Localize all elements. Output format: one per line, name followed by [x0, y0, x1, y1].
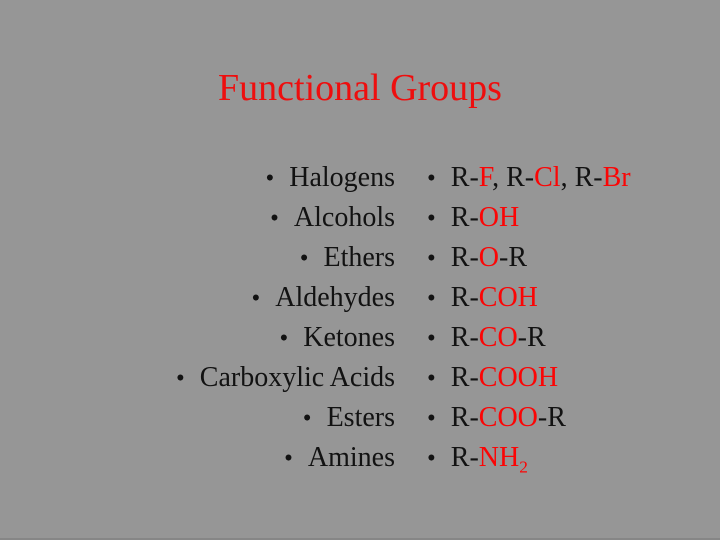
group-label: Ketones — [303, 322, 395, 353]
formula-segment: R- — [450, 322, 479, 353]
formula-segment: R- — [450, 402, 479, 433]
group-label: Aldehydes — [275, 282, 395, 313]
formula-segment: R- — [450, 282, 479, 313]
formula — [451, 398, 566, 438]
formula-segment: Br — [602, 162, 631, 193]
formula — [451, 238, 527, 278]
group-label: Carboxylic Acids — [199, 362, 395, 393]
list-item — [427, 198, 631, 238]
bullet-icon: • — [284, 445, 293, 472]
formula-segment: F — [478, 162, 493, 193]
formula-segment: 2 — [519, 457, 528, 477]
formula-segment: NH — [478, 442, 520, 473]
formula — [451, 358, 558, 398]
bullet-icon: • — [427, 365, 436, 392]
formula-segment: , R- — [492, 162, 535, 193]
bullet-icon: • — [427, 205, 436, 232]
formula — [451, 198, 519, 238]
list-item — [0, 398, 395, 438]
bullet-icon: • — [302, 405, 312, 432]
formula — [451, 278, 538, 318]
group-label: Alcohols — [293, 202, 395, 233]
list-item — [0, 198, 395, 238]
bullet-icon: • — [427, 245, 436, 272]
list-item — [427, 318, 631, 358]
bullet-icon: • — [279, 325, 289, 352]
slide-title: Functional Groups — [218, 67, 502, 109]
list-item — [0, 278, 395, 318]
formula-segment: R- — [450, 442, 479, 473]
formula-segment: , R- — [560, 162, 603, 193]
slide-content — [0, 158, 631, 478]
list-item — [427, 158, 631, 198]
formula-segment: -R — [517, 322, 546, 353]
list-item — [427, 398, 631, 438]
group-label: Amines — [307, 442, 395, 473]
list-item — [0, 158, 395, 198]
list-item — [427, 358, 631, 398]
formula-segment: -R — [537, 402, 566, 433]
formula-segment: O — [478, 242, 499, 273]
formula-segment: CO — [478, 322, 518, 353]
list-item — [0, 358, 395, 398]
bullet-icon: • — [427, 325, 436, 352]
formula-segment: -R — [499, 242, 527, 273]
bullet-icon: • — [299, 245, 309, 272]
formula-segment: R- — [450, 202, 479, 233]
formula-segment: OH — [478, 202, 520, 233]
group-list — [0, 158, 395, 478]
bullet-icon: • — [427, 165, 436, 192]
group-label: Halogens — [289, 162, 395, 193]
bullet-icon: • — [427, 405, 436, 432]
formula-list — [427, 158, 631, 478]
list-item — [0, 318, 395, 358]
list-item — [427, 438, 631, 478]
bullet-icon: • — [427, 285, 436, 312]
group-label: Esters — [326, 402, 395, 433]
list-item — [0, 238, 395, 278]
formula-segment: Cl — [534, 162, 561, 193]
bullet-icon: • — [427, 445, 436, 472]
bullet-icon: • — [176, 365, 185, 392]
formula-segment: COH — [478, 282, 538, 313]
list-item — [0, 438, 395, 478]
bullet-icon: • — [251, 285, 261, 312]
list-item — [427, 238, 631, 278]
formula-segment: R- — [450, 362, 479, 393]
formula-segment: R- — [450, 162, 479, 193]
formula — [451, 158, 631, 198]
group-label: Ethers — [323, 242, 395, 273]
formula — [451, 438, 528, 478]
bullet-icon: • — [270, 205, 279, 232]
formula-segment: R- — [450, 242, 479, 273]
bullet-icon: • — [265, 165, 275, 192]
list-item — [427, 278, 631, 318]
formula-segment: COOH — [478, 362, 559, 393]
formula — [451, 318, 546, 358]
formula-segment: COO — [478, 402, 538, 433]
